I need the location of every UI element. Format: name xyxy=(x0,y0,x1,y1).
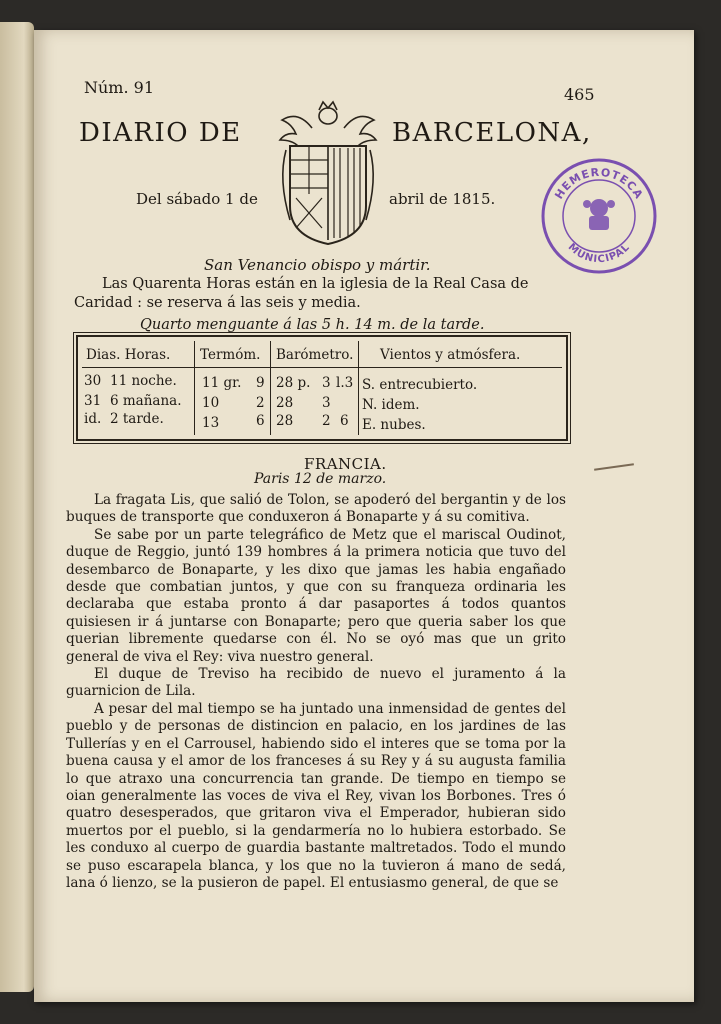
table-cell-hora: 6 mañana. xyxy=(110,393,182,409)
quarenta-horas-line1: Las Quarenta Horas están en la iglesia de la Real Casa de xyxy=(102,276,529,292)
page-number: 465 xyxy=(564,85,595,104)
masthead-title-left: DIARIO DE xyxy=(79,118,242,148)
table-cell-viento: S. entrecubierto. xyxy=(362,377,478,393)
table-cell-baro-p: 28 xyxy=(276,395,294,411)
table-cell-baro-p: 28 xyxy=(276,413,294,429)
weather-table xyxy=(76,335,568,441)
table-cell-term-gr: 11 gr. xyxy=(202,375,242,391)
table-cell-dia: id. xyxy=(84,411,102,427)
table-cell-baro-a: 2 xyxy=(322,413,331,429)
table-cell-dia: 31 xyxy=(84,393,102,409)
article-paragraph: Se sabe por un parte telegráfico de Metz que el mariscal Oudinot, duque de Reggio, juntó 139 hombres á la primera noticia que tuvo del desembarco de Bonaparte, y les dixo que jamas les habia engañado desde que combatian juntos, y que con su franqueza ordinaria les declaraba que estaba pronto á dar pasaportes á todos quantos quisiesen ir á juntarse con Bonaparte; pero que queria saber los que querian libremente quedarse con él. No se oyó mas que un grito general de viva el Rey: viva nuestro general. xyxy=(66,526,566,665)
coat-of-arms-icon xyxy=(272,98,384,248)
left-page-edge xyxy=(0,22,34,992)
stamp-text-bottom: MUNICIPAL xyxy=(565,241,633,266)
saint-of-day: San Venancio obispo y mártir. xyxy=(204,256,431,274)
issue-number: Núm. 91 xyxy=(84,78,155,97)
article-paragraph: A pesar del mal tiempo se ha juntado una inmensidad de gentes del pueblo y de personas de distincion en palacio, en los jardines de las Tullerías y en el Carrousel, habiendo sido el interes que se toma por la buena causa y el amor de los franceses á su Rey y á su augusta familia lo que atraxo una concurrencia tan grande. De tiempo en tiempo se oian generalmente las voces de viva el Rey, vivan los Borbones. Tres ó quatro desesperados, que gritaron viva el Emperador, hubieran sido muertos por el pueblo, si la gendarmería no lo hubiera estorbado. Se les conduxo al cuerpo de guardia bastante maltretados. Todo el mundo se puso escarapela blanca, y los que no la tuvieron á mano de sedá, lana ó lienzo, se la pusieron de papel. El entusiasmo general, de que se xyxy=(66,700,566,891)
table-cell-hora: 11 noche. xyxy=(110,373,177,389)
table-cell-term-gr: 13 xyxy=(202,415,220,431)
table-cell-term-d: 9 xyxy=(256,375,265,391)
article-dateline: Paris 12 de marzo. xyxy=(254,471,387,487)
margin-pencil-mark xyxy=(594,463,634,471)
table-cell-dia: 30 xyxy=(84,373,102,389)
table-cell-baro-b: l.3 xyxy=(336,375,354,391)
table-cell-viento: E. nubes. xyxy=(362,417,426,433)
table-cell-viento: N. idem. xyxy=(362,397,420,413)
table-cell-term-d: 6 xyxy=(256,413,265,429)
table-cell-baro-p: 28 p. xyxy=(276,375,311,391)
table-cell-hora: 2 tarde. xyxy=(110,411,164,427)
quarenta-horas-line2: Caridad : se reserva á las seis y media. xyxy=(74,295,361,311)
stamp-text-top: HEMEROTECA xyxy=(552,165,646,202)
date-left: Del sábado 1 de xyxy=(136,190,258,208)
table-cell-term-d: 2 xyxy=(256,395,265,411)
svg-text:MUNICIPAL xyxy=(566,242,633,265)
column-header-termometro: Termóm. xyxy=(200,347,261,363)
table-cell-term-gr: 10 xyxy=(202,395,220,411)
masthead-title-right: BARCELONA, xyxy=(392,118,592,148)
table-cell-baro-a: 3 xyxy=(322,395,331,411)
table-cell-baro-b: 6 xyxy=(340,413,349,429)
date-right: abril de 1815. xyxy=(389,190,496,208)
article-paragraph: El duque de Treviso ha recibido de nuevo el juramento á la guarnicion de Lila. xyxy=(66,666,566,700)
newspaper-page xyxy=(34,30,694,1002)
column-header-barometro: Barómetro. xyxy=(276,347,354,363)
table-cell-baro-a: 3 xyxy=(322,375,331,391)
article-paragraph: La fragata Lis, que salió de Tolon, se apoderó del bergantin y de los buques de transporte que conduxeron á Bonaparte y á su comitiva. xyxy=(66,492,566,526)
column-header-dias: Dias. Horas. xyxy=(86,347,171,363)
section-heading: FRANCIA. xyxy=(304,455,387,473)
moon-phase: Quarto menguante á las 5 h. 14 m. de la tarde. xyxy=(140,317,485,333)
column-header-vientos: Vientos y atmósfera. xyxy=(380,347,521,363)
article-body xyxy=(66,492,566,892)
library-stamp-icon xyxy=(539,156,659,276)
